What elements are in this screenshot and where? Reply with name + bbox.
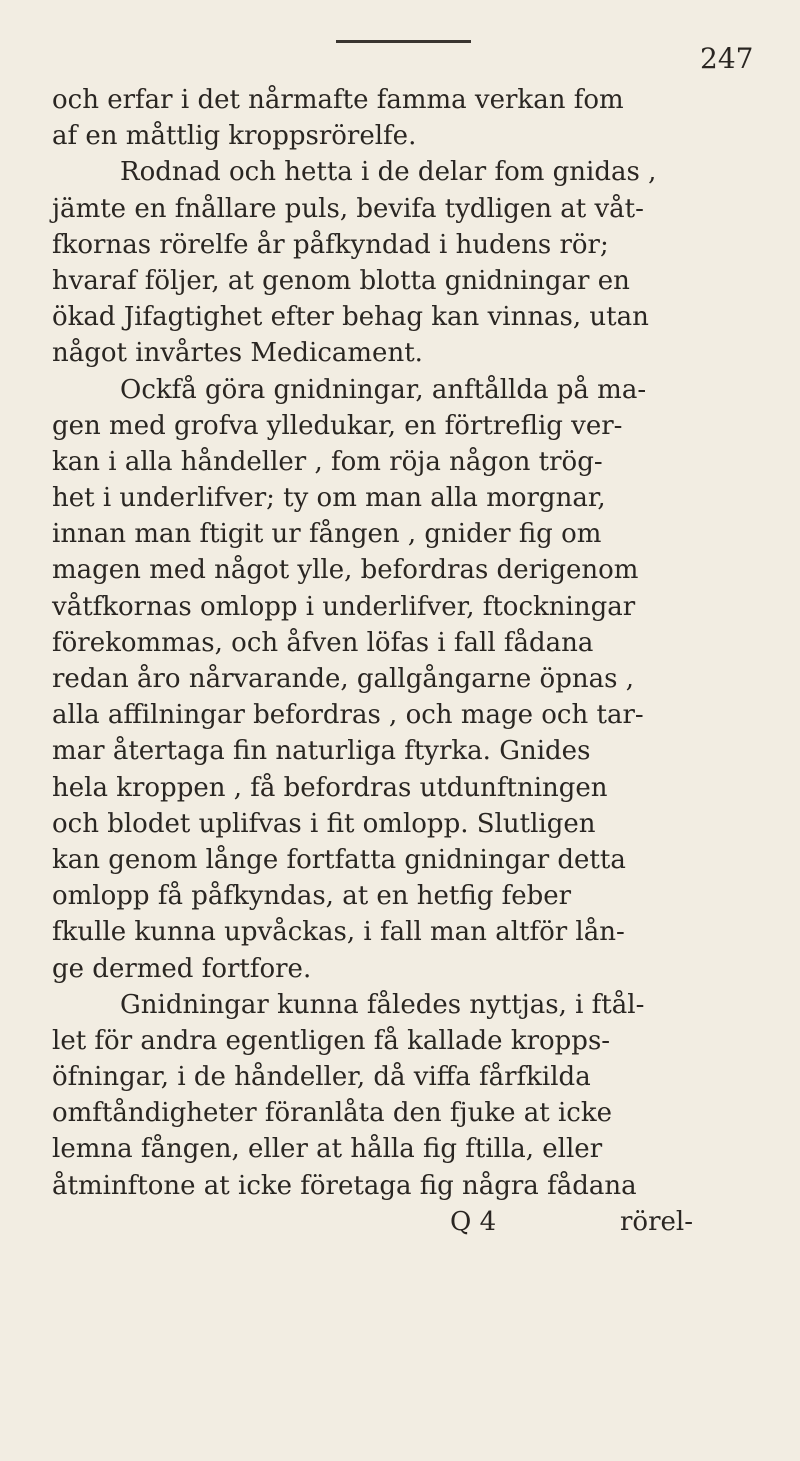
text-line: något invårtes Medicament.	[52, 338, 423, 369]
page-number: 247	[700, 42, 754, 75]
text-line: Ockfå göra gnidningar, anftållda på ma-	[120, 374, 647, 405]
text-line: våtfkornas omlopp i underlifver, ftockningar	[52, 591, 636, 622]
paragraph-2	[52, 154, 772, 371]
footer-line	[52, 1204, 772, 1240]
text-line: kan genom långe fortfatta gnidningar detta	[52, 844, 626, 875]
text-line: hela kroppen , få befordras utdunftningen	[52, 772, 608, 803]
text-line: ge dermed fortfore.	[52, 953, 312, 984]
header-rule	[336, 40, 471, 43]
paragraph-3	[52, 372, 772, 987]
text-line: let för andra egentligen få kallade kropps-	[52, 1025, 611, 1056]
text-line: öfningar, i de håndeller, då viffa fårfkilda	[52, 1062, 591, 1093]
text-line: innan man ftigit ur fången , gnider fig om	[52, 519, 602, 550]
text-line: af en måttlig kroppsrörelfe.	[52, 121, 417, 152]
text-line: omlopp få påfkyndas, at en hetfig feber	[52, 881, 572, 912]
paragraph-4	[52, 987, 772, 1204]
signature-mark: Q 4	[450, 1206, 497, 1237]
text-line: het i underlifver; ty om man alla morgnar,	[52, 483, 606, 514]
text-line: fkornas rörelfe år påfkyndad i hudens rör;	[52, 229, 609, 260]
text-line: fkulle kunna upvåckas, i fall man altför lån-	[52, 917, 625, 948]
text-line: och erfar i det nårmafte famma verkan fom	[52, 85, 624, 115]
text-line: alla affilningar befordras , och mage och tar-	[52, 700, 644, 731]
text-line: åtminftone at icke företaga fig några fådana	[52, 1170, 637, 1201]
text-line: kan i alla håndeller , fom röja någon trög-	[52, 446, 603, 477]
text-line: och blodet uplifvas i fit omlopp. Slutligen	[52, 808, 596, 839]
text-line: mar återtaga fin naturliga ftyrka. Gnides	[52, 736, 591, 767]
paragraph-1	[52, 82, 772, 154]
text-line: magen med något ylle, befordras derigenom	[52, 555, 639, 586]
text-line: hvaraf följer, at genom blotta gnidningar en	[52, 265, 630, 296]
catchword: rörel-	[620, 1206, 693, 1237]
text-line: gen med grofva ylledukar, en förtreflig ver-	[52, 410, 623, 441]
text-line: lemna fången, eller at hålla fig ftilla, eller	[52, 1134, 603, 1165]
body-text	[52, 82, 772, 1240]
text-line: Gnidningar kunna fåledes nyttjas, i ftål-	[120, 989, 645, 1020]
text-line: förekommas, och åfven löfas i fall fådana	[52, 627, 594, 658]
text-line: ökad Jifagtighet efter behag kan vinnas, utan	[52, 302, 649, 333]
text-line: jämte en fnållare puls, bevifa tydligen at våt-	[52, 193, 644, 224]
text-line: omftåndigheter föranlåta den fjuke at icke	[52, 1098, 612, 1129]
text-line: redan åro nårvarande, gallgångarne öpnas ,	[52, 664, 634, 694]
text-line: Rodnad och hetta i de delar fom gnidas ,	[120, 157, 657, 188]
